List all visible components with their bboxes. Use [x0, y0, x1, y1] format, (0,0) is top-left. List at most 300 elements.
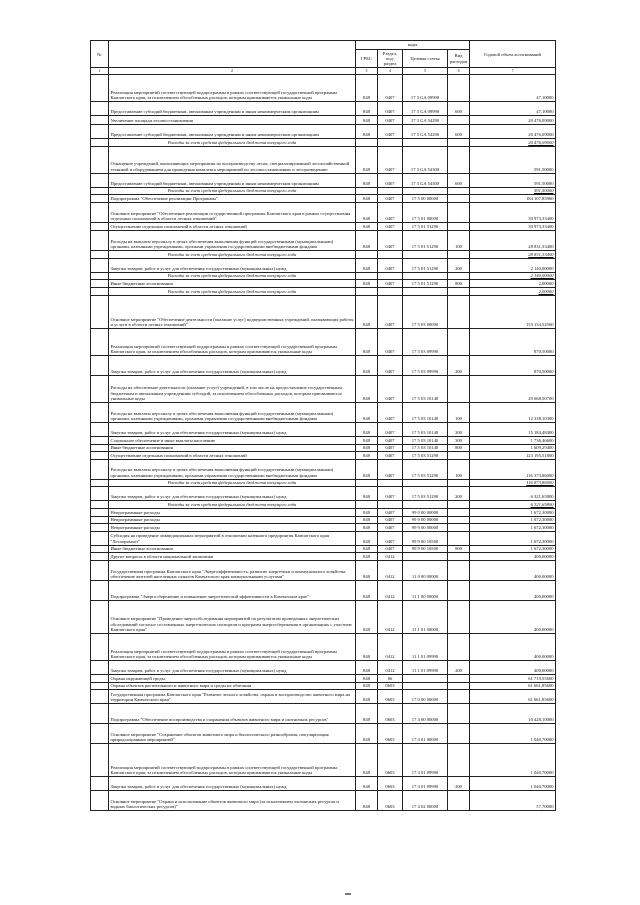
cs-cell	[403, 682, 448, 690]
grbs-cell: 848	[356, 545, 378, 553]
rz-cell	[378, 272, 403, 280]
grbs-cell	[356, 272, 378, 280]
sum-cell: 47,10000	[470, 102, 556, 116]
grbs-cell: 848	[356, 402, 378, 422]
sum-cell: 116 373,86000	[470, 459, 556, 479]
rz-cell: 0407	[378, 125, 403, 139]
rz-cell: 0603	[378, 724, 403, 744]
grbs-cell: 848	[356, 777, 378, 791]
sum-cell: 116 873,86000	[470, 479, 556, 487]
index-cell: 7	[470, 68, 556, 75]
vr-cell: 200	[448, 660, 470, 674]
sum-cell: 2 140,00000	[470, 258, 556, 272]
name-cell: Реализация мероприятий соответствующей подпрограммы в рамках соответствующей государственной программы Камчатского края, за исключением обособленных расходов, которым присваиваются уникальные коды	[109, 328, 356, 355]
name-cell: Расходы за счет средств федерального бюджета текущего года	[109, 501, 356, 509]
num-cell	[91, 288, 109, 296]
sum-cell: 1 040,70000	[470, 744, 556, 777]
num-cell	[91, 375, 109, 402]
vr-cell	[448, 195, 470, 203]
num-cell	[91, 524, 109, 532]
rz-cell: 0407	[378, 75, 403, 102]
cs-cell: 17 5 03 10140	[403, 375, 448, 402]
name-cell: Другие вопросы в области национальной экономики	[109, 553, 356, 561]
table-row	[91, 280, 556, 288]
table-row	[91, 402, 556, 422]
grbs-cell: 848	[356, 459, 378, 479]
name-cell: Предоставление субсидий бюджетным, автономным учреждениям и иным некоммерческим организациям	[109, 102, 356, 116]
index-cell: 4	[378, 68, 403, 75]
num-cell	[91, 531, 109, 545]
table-row	[91, 146, 556, 173]
cs-cell: 17 3 GA 54290	[403, 125, 448, 139]
vr-cell	[448, 272, 470, 280]
vr-cell	[448, 674, 470, 682]
sum-cell: 6 321,65800	[470, 487, 556, 501]
vr-cell	[448, 375, 470, 402]
table-row	[91, 125, 556, 139]
grbs-cell: 848	[356, 375, 378, 402]
sum-cell: 591,50000	[470, 187, 556, 195]
cs-cell: 99 9 00 10500	[403, 531, 448, 545]
table-row	[91, 231, 556, 251]
vr-cell	[448, 328, 470, 355]
grbs-cell: 848	[356, 231, 378, 251]
table-row	[91, 600, 556, 633]
vr-cell: 600	[448, 102, 470, 116]
rz-cell: 0603	[378, 744, 403, 777]
num-cell	[91, 690, 109, 704]
name-cell: Расходы за счет средств федерального бюджета текущего года	[109, 139, 356, 147]
cs-cell: 17 5 00 00000	[403, 195, 448, 203]
num-cell	[91, 436, 109, 444]
table-row	[91, 545, 556, 553]
num-cell	[91, 125, 109, 139]
num-cell	[91, 102, 109, 116]
sum-cell: 400,00000	[470, 600, 556, 633]
vr-cell	[448, 524, 470, 532]
grbs-cell: 848	[356, 600, 378, 633]
sum-cell: 61 661,85600	[470, 682, 556, 690]
grbs-cell	[356, 187, 378, 195]
table-row	[91, 328, 556, 355]
sum-cell: 1 609,29400	[470, 444, 556, 452]
num-cell	[91, 744, 109, 777]
vr-cell: 100	[448, 231, 470, 251]
table-row	[91, 295, 556, 328]
num-cell	[91, 444, 109, 452]
name-cell: Социальное обеспечение и иные выплаты населению	[109, 436, 356, 444]
vr-cell: 600	[448, 173, 470, 187]
name-cell: Закупка товаров, работ и услуг для обеспечения государственных (муниципальных) нужд	[109, 422, 356, 436]
table-row	[91, 479, 556, 487]
table-row	[91, 660, 556, 674]
table-row	[91, 690, 556, 704]
name-cell: Расходы за счет средств федерального бюджета текущего года	[109, 251, 356, 259]
sum-cell: 400,00000	[470, 560, 556, 580]
name-cell: Предоставление субсидий бюджетным, автономным учреждениям и иным некоммерческим организациям	[109, 125, 356, 139]
rz-cell: 0407	[378, 402, 403, 422]
vr-cell: 100	[448, 402, 470, 422]
grbs-cell: 848	[356, 524, 378, 532]
num-cell	[91, 459, 109, 479]
table-row	[91, 375, 556, 402]
num-cell	[91, 223, 109, 231]
table-row	[91, 203, 556, 223]
sum-cell: 2 140,00000	[470, 272, 556, 280]
cs-cell: 17 5 03 09990	[403, 355, 448, 375]
rz-cell: 0407	[378, 102, 403, 116]
header-codes: коды	[356, 41, 470, 50]
grbs-cell: 848	[356, 355, 378, 375]
rz-cell: 0407	[378, 487, 403, 501]
name-cell: Основное мероприятие "Обеспечение деятельности (оказание услуг) подведомственных учреждений, оказывающих работы и услуги в области лесных отношений"	[109, 295, 356, 328]
num-cell	[91, 422, 109, 436]
cs-cell: 17 5 03 10140	[403, 436, 448, 444]
sum-cell: 20 476,09000	[470, 116, 556, 125]
rz-cell: 0407	[378, 280, 403, 288]
grbs-cell: 848	[356, 75, 378, 102]
sum-cell: 30 973,33400	[470, 223, 556, 231]
cs-cell: 17 5 03 10140	[403, 422, 448, 436]
name-cell: Субсидия на проведение ликвидационных мероприятий в отношении казенного предприятия Камчатского края "Лесопромхоз"	[109, 531, 356, 545]
name-cell: Охрана окружающей среды	[109, 674, 356, 682]
cs-cell: 99 9 00 00000	[403, 516, 448, 524]
cs-cell	[403, 272, 448, 280]
rz-cell: 0407	[378, 375, 403, 402]
num-cell	[91, 251, 109, 259]
header-num: №	[91, 41, 109, 68]
grbs-cell: 848	[356, 436, 378, 444]
vr-cell	[448, 704, 470, 724]
vr-cell	[448, 288, 470, 296]
num-cell	[91, 272, 109, 280]
cs-cell: 11 1 01 09990	[403, 660, 448, 674]
cs-cell: 11 0 00 00000	[403, 560, 448, 580]
cs-cell: 17 3 GA 09990	[403, 102, 448, 116]
name-cell: Иные бюджетные ассигнования	[109, 280, 356, 288]
grbs-cell: 848	[356, 791, 378, 811]
sum-cell: 184 107,85960	[470, 195, 556, 203]
rz-cell	[378, 139, 403, 147]
cs-cell	[403, 139, 448, 147]
grbs-cell: 848	[356, 295, 378, 328]
grbs-cell: 848	[356, 280, 378, 288]
cs-cell: 17 5 03 10140	[403, 444, 448, 452]
sum-cell: 1 672,30000	[470, 516, 556, 524]
sum-cell: 1 672,30000	[470, 545, 556, 553]
grbs-cell: 848	[356, 508, 378, 516]
cs-cell: 99 9 00 10500	[403, 545, 448, 553]
sum-cell: 400,00000	[470, 580, 556, 600]
num-cell	[91, 116, 109, 125]
rz-cell: 0412	[378, 553, 403, 561]
rz-cell: 0407	[378, 422, 403, 436]
header-vr: Вид расходов	[448, 50, 470, 68]
name-cell: Охрана объектов растительного и животного мира и среды их обитания	[109, 682, 356, 690]
cs-cell: 17 5 01 51290	[403, 231, 448, 251]
cs-cell	[403, 501, 448, 509]
name-cell: Непрограммные расходы	[109, 516, 356, 524]
name-cell: Закупка товаров, работ и услуг для обеспечения государственных (муниципальных) нужд	[109, 660, 356, 674]
num-cell	[91, 355, 109, 375]
header-name	[109, 41, 356, 68]
sum-cell: 1 672,30000	[470, 531, 556, 545]
sum-cell: 61 719,55600	[470, 674, 556, 682]
num-cell	[91, 553, 109, 561]
sum-cell: 400,00000	[470, 633, 556, 660]
cs-cell: 99 0 00 00000	[403, 508, 448, 516]
grbs-cell: 848	[356, 704, 378, 724]
table-row	[91, 724, 556, 744]
cs-cell: 17 4 01 00000	[403, 724, 448, 744]
sum-cell: 28 831,33400	[470, 231, 556, 251]
sum-cell: 57,70000	[470, 791, 556, 811]
table-row	[91, 487, 556, 501]
rz-cell: 0407	[378, 459, 403, 479]
cs-cell: 17 5 03 51290	[403, 452, 448, 460]
table-row	[91, 258, 556, 272]
vr-cell: 200	[448, 355, 470, 375]
vr-cell	[448, 146, 470, 173]
num-cell	[91, 704, 109, 724]
rz-cell: 0412	[378, 580, 403, 600]
cs-cell	[403, 674, 448, 682]
vr-cell	[448, 744, 470, 777]
num-cell	[91, 280, 109, 288]
sum-cell: 15 184,48400	[470, 422, 556, 436]
rz-cell: 0412	[378, 633, 403, 660]
num-cell	[91, 777, 109, 791]
num-cell	[91, 402, 109, 422]
grbs-cell: 848	[356, 203, 378, 223]
grbs-cell: 848	[356, 146, 378, 173]
num-cell	[91, 139, 109, 147]
grbs-cell: 848	[356, 195, 378, 203]
num-cell	[91, 580, 109, 600]
name-cell: Основное мероприятие "Обеспечение реализации государственной программы Камчатского края в рамках осуществления отдельных полномочий в области лесных отношений"	[109, 203, 356, 223]
rz-cell: 0603	[378, 777, 403, 791]
vr-cell: 800	[448, 545, 470, 553]
table-row	[91, 75, 556, 102]
table-row	[91, 744, 556, 777]
num-cell	[91, 295, 109, 328]
index-cell: 2	[109, 68, 356, 75]
table-row	[91, 444, 556, 452]
grbs-cell: 848	[356, 258, 378, 272]
name-cell: Расходы за счет средств федерального бюджета текущего года	[109, 272, 356, 280]
vr-cell	[448, 724, 470, 744]
sum-cell: 400,00000	[470, 553, 556, 561]
sum-cell: 30 973,33400	[470, 203, 556, 223]
vr-cell: 200	[448, 258, 470, 272]
num-cell	[91, 791, 109, 811]
table-row	[91, 633, 556, 660]
table-body	[91, 75, 556, 811]
name-cell: Иные бюджетные ассигнования	[109, 444, 356, 452]
sum-cell: 400,00000	[470, 660, 556, 674]
rz-cell: 0407	[378, 173, 403, 187]
rz-cell: 0603	[378, 791, 403, 811]
name-cell: Расходы на выплаты персоналу в целях обеспечения выполнения функций государственными (муниципальными) органами, казенными учреждениями, органами управления государственными внебюджетными фондами	[109, 402, 356, 422]
vr-cell	[448, 479, 470, 487]
rz-cell: 0407	[378, 116, 403, 125]
grbs-cell: 848	[356, 116, 378, 125]
table-row	[91, 272, 556, 280]
cs-cell: 17 5 03 10140	[403, 402, 448, 422]
grbs-cell: 848	[356, 487, 378, 501]
num-cell	[91, 195, 109, 203]
sum-cell: 591,50000	[470, 146, 556, 173]
grbs-cell	[356, 139, 378, 147]
cs-cell	[403, 479, 448, 487]
rz-cell: 0603	[378, 704, 403, 724]
sum-cell: 20 476,09000	[470, 139, 556, 147]
num-cell	[91, 660, 109, 674]
vr-cell	[448, 633, 470, 660]
vr-cell	[448, 251, 470, 259]
cs-cell	[403, 288, 448, 296]
name-cell: Расходы на обеспечение деятельности (оказание услуг) учреждений, в том числе на предоставление государственным бюджетным и автономным учреждениям субсидий, за исключением обособленных расходов, которым присваиваются уникальные коды	[109, 375, 356, 402]
vr-cell	[448, 516, 470, 524]
grbs-cell	[356, 251, 378, 259]
vr-cell: 100	[448, 459, 470, 479]
name-cell: Закупка товаров, работ и услуг для обеспечения государственных (муниципальных) нужд	[109, 355, 356, 375]
name-cell: Расходы за счет средств федерального бюджета текущего года	[109, 187, 356, 195]
sum-cell: 591,50000	[470, 173, 556, 187]
name-cell: Предоставление субсидий бюджетным, автономным учреждениям и иным некоммерческим организациям	[109, 173, 356, 187]
rz-cell: 0407	[378, 452, 403, 460]
grbs-cell: 848	[356, 660, 378, 674]
sum-cell: 2,00000	[470, 288, 556, 296]
rz-cell: 0603	[378, 682, 403, 690]
num-cell	[91, 633, 109, 660]
rz-cell	[378, 288, 403, 296]
vr-cell	[448, 501, 470, 509]
vr-cell: 800	[448, 280, 470, 288]
vr-cell: 300	[448, 436, 470, 444]
table-row	[91, 173, 556, 187]
name-cell: Основное мероприятие "Проведение энергообследования мероприятий по результатам проведенных энергетических обследований согласно составленных энергетических паспортов и программ энергосбережения в организациях с участием Камчатского края"	[109, 600, 356, 633]
vr-cell	[448, 531, 470, 545]
sum-cell: 20 476,09000	[470, 125, 556, 139]
grbs-cell: 848	[356, 560, 378, 580]
cs-cell: 11 1 01 09990	[403, 633, 448, 660]
sum-cell: 1 040,70000	[470, 777, 556, 791]
table-row	[91, 195, 556, 203]
index-cell: 3	[356, 68, 378, 75]
name-cell: Закупка товаров, работ и услуг для обеспечения государственных (муниципальных) нужд	[109, 777, 356, 791]
budget-table	[90, 40, 556, 811]
grbs-cell: 848	[356, 633, 378, 660]
table-row	[91, 553, 556, 561]
rz-cell: 0412	[378, 660, 403, 674]
table-row	[91, 531, 556, 545]
grbs-cell: 848	[356, 223, 378, 231]
vr-cell	[448, 553, 470, 561]
rz-cell: 0407	[378, 355, 403, 375]
cs-cell: 17 5 03 51290	[403, 487, 448, 501]
grbs-cell: 848	[356, 444, 378, 452]
index-cell: 1	[91, 68, 109, 75]
cs-cell: 17 5 03 51290	[403, 459, 448, 479]
grbs-cell: 848	[356, 102, 378, 116]
rz-cell	[378, 187, 403, 195]
grbs-cell: 848	[356, 580, 378, 600]
rz-cell: 06	[378, 674, 403, 682]
sum-cell: 12 338,10300	[470, 402, 556, 422]
grbs-cell	[356, 288, 378, 296]
name-cell: Осуществление отдельных полномочий в области лесных отношений	[109, 452, 356, 460]
vr-cell	[448, 508, 470, 516]
name-cell: Основное мероприятие "Сохранение объектов животного мира и биологического разнообразия, популяризация природоохранных мероприятий"	[109, 724, 356, 744]
vr-cell	[448, 600, 470, 633]
name-cell: Подпрограмма "Энергосбережение и повышение энергетической эффективности в Камчатском крае"	[109, 580, 356, 600]
rz-cell	[378, 251, 403, 259]
cs-cell: 17 4 01 09990	[403, 744, 448, 777]
table-row	[91, 251, 556, 259]
num-cell	[91, 724, 109, 744]
rz-cell: 0407	[378, 195, 403, 203]
table-row	[91, 674, 556, 682]
vr-cell	[448, 203, 470, 223]
num-cell	[91, 173, 109, 187]
grbs-cell: 848	[356, 452, 378, 460]
grbs-cell: 848	[356, 744, 378, 777]
rz-cell: 0407	[378, 436, 403, 444]
sum-cell: 1 736,46600	[470, 436, 556, 444]
name-cell: Расходы за счет средств федерального бюджета текущего года	[109, 479, 356, 487]
vr-cell	[448, 682, 470, 690]
cs-cell: 99 9 00 00000	[403, 524, 448, 532]
rz-cell: 0407	[378, 203, 403, 223]
name-cell: Расходы на выплаты персоналу в целях обеспечения выполнения функций государственными (муниципальными) органами, казенными учреждениями, органами управления государственными внебюджетными фондами	[109, 231, 356, 251]
name-cell: Оснащение учреждений, выполняющих мероприятия по воспроизводству лесов, специализированной лесохозяйственной техникой и оборудованием для проведения комплекса мероприятий по лесовосстановлению и лесоразведению	[109, 146, 356, 173]
grbs-cell: 848	[356, 516, 378, 524]
sum-cell: 123 195,51800	[470, 452, 556, 460]
rz-cell: 0407	[378, 531, 403, 545]
name-cell: Подпрограмма "Обеспечение воспроизводства и сохранения объектов животного мира и охотничьих ресурсов"	[109, 704, 356, 724]
index-cell: 6	[448, 68, 470, 75]
name-cell: Осуществление отдельных полномочий в области лесных отношений	[109, 223, 356, 231]
page-number-mark	[345, 893, 351, 895]
sum-cell: 2,00000	[470, 280, 556, 288]
num-cell	[91, 231, 109, 251]
header-sum: Годовой объем ассигнований	[470, 41, 556, 68]
num-cell	[91, 560, 109, 580]
sum-cell: 28 831,33400	[470, 251, 556, 259]
header-rz: Раздел, под-раздел	[378, 50, 403, 68]
cs-cell: 17 3 GA 54300	[403, 146, 448, 173]
cs-cell: 11 1 00 00000	[403, 580, 448, 600]
cs-cell: 17 4 02 00000	[403, 791, 448, 811]
table-row	[91, 288, 556, 296]
rz-cell: 0407	[378, 444, 403, 452]
table-row	[91, 139, 556, 147]
name-cell: Увеличение площади лесовосстановления	[109, 116, 356, 125]
cs-cell: 17 3 GA 54300	[403, 173, 448, 187]
num-cell	[91, 452, 109, 460]
rz-cell: 0407	[378, 223, 403, 231]
rz-cell	[378, 501, 403, 509]
grbs-cell: 848	[356, 690, 378, 704]
grbs-cell: 848	[356, 682, 378, 690]
grbs-cell	[356, 479, 378, 487]
rz-cell: 0407	[378, 146, 403, 173]
name-cell: Иные бюджетные ассигнования	[109, 545, 356, 553]
rz-cell: 0407	[378, 516, 403, 524]
num-cell	[91, 682, 109, 690]
table-row	[91, 791, 556, 811]
